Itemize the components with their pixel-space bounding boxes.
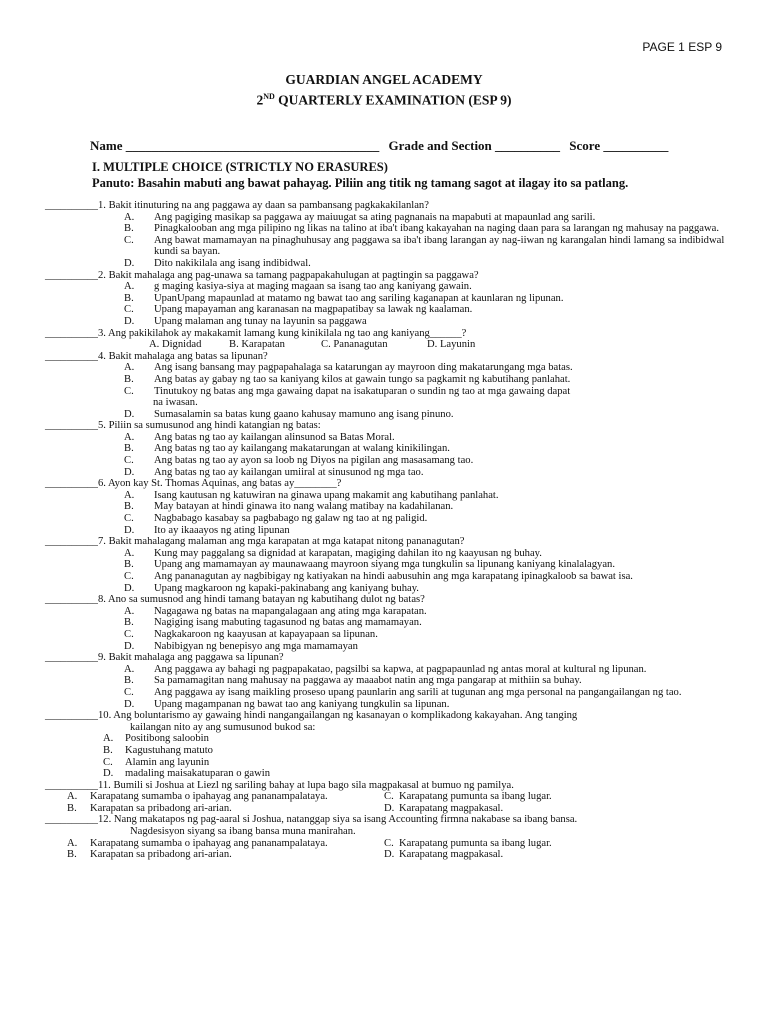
choice-text: Nagbabago kasabay sa pagbabago ng galaw ng tao at ng paligid. [154, 513, 428, 525]
answer-blank[interactable]: __________ [45, 814, 98, 826]
question-item [45, 780, 725, 815]
choice-text: Ang batas ng tao ay kailangan alinsunod sa Batas Moral. [154, 431, 395, 443]
choice-text: Upang magkaroon ng kapaki-pakinabang ang kaniyang buhay. [154, 582, 419, 594]
question-item [45, 536, 725, 594]
choice-letter: A. [124, 211, 135, 223]
question-text: 3. Ang pakikilahok ay makakamit lamang kung kinikilala ng tao ang kaniyang______? [97, 327, 467, 339]
section-title: I. MULTIPLE CHOICE (STRICTLY NO ERASURES) [92, 160, 388, 174]
choice-option [45, 397, 725, 409]
choice-option [45, 443, 725, 455]
question-item [45, 814, 725, 860]
choice-text: Positibong saloobin [125, 733, 209, 745]
choice-option [45, 432, 725, 444]
choice-text: Upang malaman ang tunay na layunin sa paggawa [154, 315, 367, 327]
choice-option: D. Layunin [427, 339, 476, 351]
question-text: 7. Bakit mahalagang malaman ang mga karapatan at mga katapat nitong pananagutan? [97, 536, 465, 548]
choice-text: Kung may paggalang sa dignidad at karapatan, magiging dahilan ito ng kaayusan ng buhay. [154, 547, 542, 559]
question-text: 9. Bakit mahalaga ang paggawa sa lipunan? [97, 652, 284, 664]
choice-letter: D. [384, 802, 395, 814]
choice-text: Isang kautusan ng katuwiran na ginawa upang makamit ang kabutihang panlahat. [154, 489, 499, 501]
choice-text: Ang batas ng tao ay ayon sa loob ng Diyos na pigilan ang masasamang tao. [154, 455, 474, 467]
choice-option [45, 501, 725, 513]
choice-row [45, 339, 725, 351]
choice-letter: B. [124, 223, 134, 235]
choice-option [45, 258, 725, 270]
choice-option [45, 699, 725, 711]
choice-text: Sumasalamin sa batas kung gaano kahusay mamuno ang isang pinuno. [154, 408, 454, 420]
choice-text: Ito ay ikaaayos ng ating lipunan [154, 524, 290, 536]
choice-option [45, 386, 725, 398]
choice-option [45, 629, 725, 641]
choice-text: Alamin ang layunin [125, 756, 210, 768]
choice-option [45, 548, 725, 560]
choice-row [45, 849, 725, 861]
name-field[interactable]: Name _______________________________________ [90, 138, 380, 153]
choice-option: B. Karapatan [229, 339, 285, 351]
choice-option [45, 513, 725, 525]
choice-text: Karapatang pumunta sa ibang lugar. [399, 791, 552, 803]
choice-option [45, 316, 725, 328]
choice-text: Karapatan sa pribadong ari-arian. [90, 802, 232, 814]
choice-text: Sa pamamagitan nang mahusay na paggawa ay maaabot natin ang mga pangarap at mithiin sa buhay. [154, 675, 582, 687]
choice-letter: D. [124, 524, 135, 536]
choice-letter: A. [124, 489, 135, 501]
choice-text: na iwasan. [153, 397, 198, 409]
question-item [45, 328, 725, 351]
question-text: 10. Ang boluntarismo ay gawaing hindi nangangailangan ng kasanayan o komplikadong kakayahan. Ang tanging [97, 710, 578, 722]
answer-blank[interactable]: __________ [45, 652, 98, 664]
choice-letter: D. [124, 582, 135, 594]
choice-letter: B. [124, 501, 134, 513]
choice-text: Nabibigyan ng benepisyo ang mga mamamayan [154, 640, 358, 652]
choice-letter: B. [124, 675, 134, 687]
choice-option [45, 617, 725, 629]
choice-text: Nagkakaroon ng kaayusan at kapayapaan sa lipunan. [154, 628, 378, 640]
choice-text: UpanUpang mapaunlad at matamo ng bawat tao ang sariling kaganapan at kaunlaran ng lipunan. [154, 292, 564, 304]
choice-text: Nagiging isang mabuting tagasunod ng batas ang mamamayan. [154, 617, 422, 629]
choice-option [45, 455, 725, 467]
choice-option [45, 293, 725, 305]
choice-option [45, 664, 725, 676]
question-item [45, 200, 725, 270]
choice-option [45, 757, 725, 769]
school-name: GUARDIAN ANGEL ACADEMY [285, 72, 483, 87]
choice-letter: C. [124, 571, 134, 582]
question-text-continued: Nagdesisyon siyang sa ibang bansa muna manirahan. [130, 826, 356, 838]
choice-letter: C. [124, 304, 134, 316]
choice-letter: B. [67, 849, 77, 861]
choice-letter: D. [103, 768, 114, 780]
choice-option [45, 235, 725, 258]
answer-blank[interactable]: __________ [45, 594, 98, 606]
question-text: 12. Nang makatapos ng pag-aaral si Joshua, natanggap siya sa isang Accounting firmna nakabase sa ibang bansa. [97, 814, 578, 826]
choice-letter: B. [124, 559, 134, 571]
answer-blank[interactable]: __________ [45, 779, 98, 791]
question-line [45, 710, 725, 722]
choice-option [45, 571, 725, 583]
choice-letter: C. [124, 686, 134, 698]
choice-text: Ang pananagutan ay nagbibigay ng katiyakan na hindi aabusuhin ang mga karapatang ipinagkaloob sa bawat isa. [154, 571, 633, 582]
choice-letter: D. [124, 640, 135, 652]
question-line [45, 478, 725, 490]
choice-text: Nagagawa ng batas na mapangalagaan ang ating mga karapatan. [154, 605, 427, 617]
choice-letter: A. [103, 733, 114, 745]
choice-text: Dito nakikilala ang isang indibidwal. [154, 257, 311, 269]
answer-blank[interactable]: __________ [45, 478, 98, 490]
question-item [45, 270, 725, 328]
exam-title [0, 92, 768, 109]
choice-letter: C. [384, 791, 394, 803]
choice-option [45, 362, 725, 374]
choice-text: Upang ang mamamayan ay maunawaang mayroon siyang mga tungkulin sa lipunang kaniyang kinalalagyan. [154, 559, 615, 571]
choice-letter: C. [124, 513, 134, 525]
answer-blank[interactable]: __________ [45, 327, 98, 339]
choice-option [45, 733, 725, 745]
choice-text: Ang batas ay gabay ng tao sa kaniyang kilos at gawain tungo sa pagkamit ng kabutihang panlahat. [154, 373, 571, 385]
question-item [45, 478, 725, 536]
choice-option [45, 641, 725, 653]
answer-blank[interactable]: __________ [45, 710, 98, 722]
choice-text: Upang mapayaman ang karanasan na magpapatibay sa lawak ng kaalaman. [154, 304, 473, 316]
choice-letter: C. [384, 837, 394, 849]
choice-option [45, 687, 725, 699]
choice-text: Karapatang sumamba o ipahayag ang pananampalataya. [90, 837, 328, 849]
choice-text: Ang batas ng tao ay kailangan umiiral at sinusunod ng mga tao. [154, 466, 424, 478]
choice-text: Ang batas ng tao ay kailangang makatarungan at walang kinikilingan. [154, 443, 450, 455]
choice-text: madaling maisakatuparan o gawin [125, 768, 271, 780]
choice-option [45, 304, 725, 316]
question-text: 11. Bumili si Joshua at Liezl ng sariling bahay at lupa bago sila magpakasal at bumuo ng pamilya. [97, 779, 514, 791]
question-item [45, 420, 725, 478]
student-info-fields [90, 138, 730, 154]
question-line [45, 780, 725, 792]
choice-text: g maging kasiya-siya at maging magaan sa isang tao ang kaniyang gawain. [154, 281, 472, 293]
question-line [45, 536, 725, 548]
answer-blank[interactable]: __________ [45, 350, 98, 362]
choice-text: Ang bawat mamamayan na pinaghuhusay ang paggawa sa iba't ibang larangan ay nag-iiwan ng karangalan hindi lamang sa indibidwal kundi sa bayan. [154, 234, 725, 258]
question-text: 6. Ayon kay St. Thomas Aquinas, ang batas ay________? [97, 478, 342, 490]
question-list [45, 200, 725, 861]
choice-letter: A. [124, 663, 135, 675]
choice-option [45, 768, 725, 780]
question-line [45, 270, 725, 282]
choice-letter: B. [124, 292, 134, 304]
choice-text: Ang isang bansang may pagpapahalaga sa katarungan ay mayroon ding makatarungang mga batas. [154, 362, 573, 374]
page-label: PAGE 1 ESP 9 [642, 40, 722, 54]
choice-option [45, 490, 725, 502]
choice-letter: A. [124, 362, 135, 374]
choice-text: Karapatang sumamba o ipahayag ang pananampalataya. [90, 791, 328, 803]
choice-option [45, 374, 725, 386]
question-text-continued: kailangan nito ay ang sumusunod bukod sa: [130, 721, 316, 733]
choice-letter: C. [103, 756, 113, 768]
choice-row [45, 838, 725, 850]
choice-option [45, 606, 725, 618]
choice-text: Karapatang magpakasal. [399, 849, 504, 861]
choice-text: Ang pagiging masikap sa paggawa ay maiuugat sa ating pagnanais na mapabuti at mapaunlad ang sarili. [154, 211, 596, 223]
choice-text: Tinutukoy ng batas ang mga gawaing dapat na isakatuparan o sundin ng tao at mga gawaing dapat [154, 385, 571, 397]
choice-letter: B. [67, 802, 77, 814]
question-text: 2. Bakit mahalaga ang pag-unawa sa tamang pagpapakahulugan at pagtingin sa paggawa? [97, 269, 479, 281]
question-item [45, 594, 725, 652]
choice-letter: D. [124, 257, 135, 269]
answer-blank[interactable]: __________ [45, 200, 98, 211]
question-line [45, 351, 725, 363]
score-field[interactable]: Score __________ [569, 138, 669, 153]
question-text: 8. Ano sa sumusnod ang hindi tamang batayan ng kabutihang dulot ng batas? [97, 594, 425, 606]
choice-letter: B. [124, 443, 134, 455]
choice-letter: A. [124, 281, 135, 293]
choice-option [45, 559, 725, 571]
choice-option [45, 281, 725, 293]
choice-option [45, 467, 725, 479]
grade-section-field[interactable]: Grade and Section __________ [388, 138, 561, 153]
question-text: 5. Piliin sa sumusunod ang hindi katangian ng batas: [97, 420, 321, 432]
choice-text: Karapatang pumunta sa ibang lugar. [399, 837, 552, 849]
choice-text: Kagustuhang matuto [125, 744, 213, 756]
question-line [45, 200, 725, 212]
choice-option [45, 745, 725, 757]
choice-text: Karapatang magpakasal. [399, 802, 504, 814]
answer-blank[interactable]: __________ [45, 536, 98, 548]
instructions: Panuto: Basahin mabuti ang bawat pahayag. Piliin ang titik ng tamang sagot at ilagay ito sa patlang. [92, 176, 629, 190]
question-item [45, 351, 725, 421]
choice-letter: B. [124, 373, 134, 385]
choice-letter: B. [124, 617, 134, 629]
question-text: 1. Bakit itinuturing na ang paggawa ay daan sa pambansang pagkakakilanlan? [97, 200, 429, 211]
question-line [45, 594, 725, 606]
choice-row [45, 791, 725, 803]
choice-letter: D. [124, 315, 135, 327]
exam-ordinal-suffix: ND [263, 92, 275, 101]
choice-text: Ang paggawa ay isang maikling proseso upang paunlarin ang sarili at tugunan ang mga personal na pangangailangan ng tao. [154, 686, 682, 698]
choice-text: Ang paggawa ay bahagi ng pagpapakatao, pagsilbi sa kapwa, at pagpapaunlad ng antas moral at kultural ng lipunan. [154, 663, 647, 675]
question-line [45, 814, 725, 826]
answer-blank[interactable]: __________ [45, 420, 98, 432]
choice-option: C. Pananagutan [321, 339, 388, 351]
choice-letter: D. [124, 698, 135, 710]
question-line [45, 328, 725, 340]
choice-option: A. Dignidad [149, 339, 202, 351]
choice-letter: D. [384, 849, 395, 861]
question-line [45, 420, 725, 432]
choice-letter: A. [124, 431, 135, 443]
choice-letter: A. [124, 547, 135, 559]
choice-letter: C. [124, 385, 134, 397]
choice-option [45, 525, 725, 537]
choice-option [45, 212, 725, 224]
choice-option [45, 675, 725, 687]
question-line [45, 652, 725, 664]
choice-letter: C. [124, 455, 134, 467]
choice-letter: C. [124, 234, 134, 246]
choice-letter: B. [103, 744, 113, 756]
choice-text: Upang magampanan ng bawat tao ang kaniyang tungkulin sa lipunan. [154, 698, 450, 710]
choice-text: Karapatan sa pribadong ari-arian. [90, 849, 232, 861]
exam-title-rest: QUARTERLY EXAMINATION (ESP 9) [274, 92, 512, 108]
choice-option [45, 409, 725, 421]
choice-letter: A. [67, 837, 78, 849]
choice-letter: D. [124, 466, 135, 478]
question-text: 4. Bakit mahalaga ang batas sa lipunan? [97, 350, 268, 362]
choice-letter: C. [124, 628, 134, 640]
question-item [45, 710, 725, 780]
question-item [45, 652, 725, 710]
choice-letter: A. [67, 791, 78, 803]
choice-text: Pinagkalooban ang mga pilipino ng likas na talino at iba't ibang kakayahan na naging daan para sa larangan ng mahusay na paggawa. [154, 223, 719, 235]
choice-letter: A. [124, 605, 135, 617]
choice-letter: D. [124, 408, 135, 420]
choice-option [45, 223, 725, 235]
choice-text: May batayan at hindi ginawa ito nang walang matibay na kadahilanan. [154, 501, 454, 513]
answer-blank[interactable]: __________ [45, 269, 98, 281]
choice-row [45, 803, 725, 815]
choice-option [45, 583, 725, 595]
exam-ordinal: 2 [256, 92, 264, 108]
